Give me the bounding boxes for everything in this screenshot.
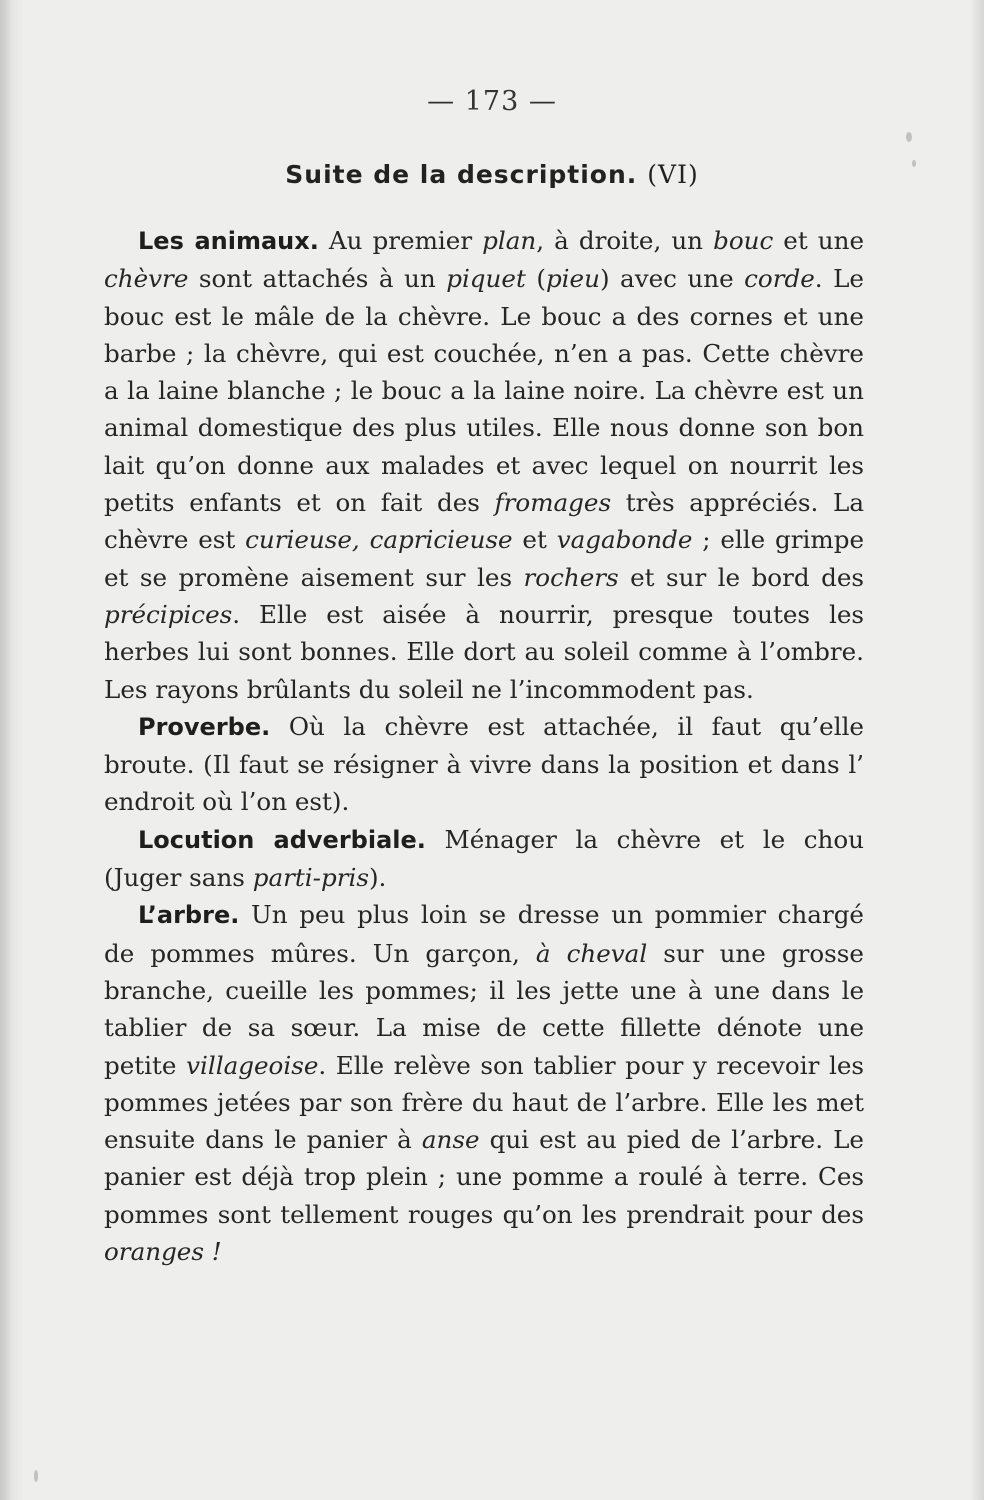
- paragraph-locution: [104, 821, 864, 897]
- italic-term: chèvre: [104, 264, 189, 294]
- text-run: . Le bouc est le mâle de la chèvre. Le bouc a des cornes et une barbe ; la chèvre, qui est couchée, n’en a pas. Cette chèvre a la laine blanche ; le bouc a la laine noire. La chèvre est un animal domestique des plus utiles. Elle nous donne son bon lait qu’on donne aux malades et avec lequel on nourrit les petits enfants et on fait des: [104, 264, 864, 518]
- paragraph-tree: [104, 896, 864, 1270]
- text-run: (: [525, 264, 546, 294]
- italic-term: anse: [421, 1125, 480, 1155]
- paper-speck: [906, 132, 912, 142]
- section-title: [0, 160, 984, 189]
- italic-term: fromages: [494, 488, 612, 518]
- paragraph-lead: L’arbre.: [138, 901, 240, 930]
- text-run: ; elle grimpe et se promène aisement sur les: [104, 525, 864, 592]
- text-run: . Elle est aisée à nourrir, presque toutes les herbes lui sont bonnes. Elle dort au soleil comme à l’ombre. Les rayons brûlants du soleil ne l’incommodent pas.: [104, 599, 864, 704]
- paragraph-animals: [104, 222, 864, 708]
- text-run: Un peu plus loin se dresse un pommier chargé de pommes mûres. Un garçon,: [104, 900, 864, 968]
- paragraph-lead: Proverbe.: [138, 712, 271, 741]
- italic-term: oranges !: [104, 1237, 222, 1267]
- text-run: sont attachés à un: [188, 264, 447, 294]
- paper-speck: [34, 1470, 38, 1482]
- italic-term: villageoise: [186, 1050, 319, 1080]
- text-run: qui est au pied de l’arbre. Le panier est déjà trop plein ; une pomme a roulé à terre. Ces pommes sont tellement rouges qu’on les prendrait pour des: [104, 1125, 864, 1229]
- italic-term: piquet: [446, 264, 526, 294]
- italic-term: parti-pris: [252, 863, 369, 893]
- text-run: et: [512, 525, 557, 555]
- italic-term: précipices: [104, 599, 233, 629]
- page-gutter-shadow: [0, 0, 12, 1500]
- text-run: sur une grosse branche, cueille les pommes; il les jette une à une dans le tablier de sa sœur. La mise de cette fillette dénote une petite: [104, 938, 864, 1080]
- italic-term: pieu: [545, 264, 600, 294]
- italic-term: vagabonde: [556, 525, 693, 555]
- text-run: Au premier: [318, 226, 483, 255]
- italic-term: corde: [744, 264, 815, 294]
- text-run: . Elle relève son tablier pour y recevoir les pommes jetées par son frère du haut de l’arbre. Elle les met ensuite dans le panier à: [104, 1050, 864, 1155]
- italic-term: bouc: [713, 226, 774, 255]
- text-run: , à droite, un: [536, 226, 714, 255]
- italic-term: plan: [482, 226, 537, 255]
- text-run: ) avec une: [599, 264, 745, 294]
- text-run: ).: [368, 863, 387, 893]
- page-number: — 173 —: [427, 86, 557, 117]
- text-run: et une: [773, 226, 865, 255]
- paragraph-proverb: [104, 708, 864, 821]
- italic-term: à cheval: [535, 938, 648, 968]
- italic-term: curieuse, capricieuse: [245, 525, 513, 555]
- paragraph-lead: Locution adverbiale.: [138, 825, 426, 854]
- text-run: très appréciés. La chèvre est: [104, 488, 864, 555]
- text-run: Ménager la chèvre et le chou (Juger sans: [104, 824, 865, 893]
- paragraph-lead: Les animaux.: [138, 227, 319, 255]
- section-title-text: Suite de la description.: [285, 160, 638, 189]
- text-run: et sur le bord des: [618, 562, 864, 592]
- body-text: [104, 222, 864, 1270]
- paper-speck: [912, 160, 916, 167]
- text-run: Où la chèvre est attachée, il faut qu’elle broute. (Il faut se résigner à vivre dans la position et dans l’ endroit où l’on est).: [104, 711, 864, 817]
- italic-term: rochers: [523, 562, 619, 592]
- section-title-number: (VI): [647, 160, 699, 189]
